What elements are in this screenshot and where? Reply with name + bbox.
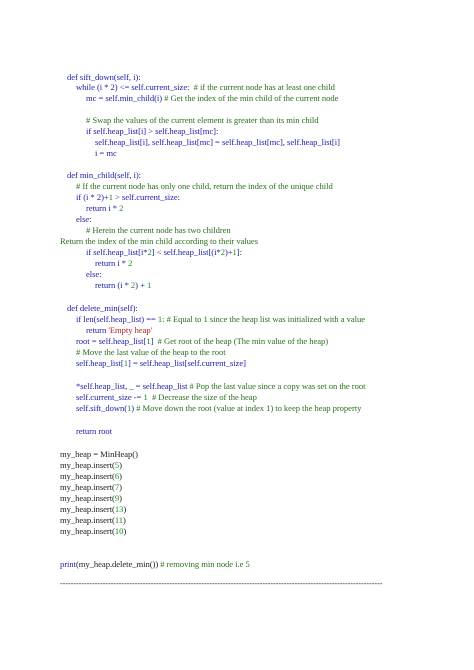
code-token: self.current_size -= (76, 392, 144, 402)
code-line (86, 225, 231, 235)
code-token: 2 (119, 203, 124, 213)
code-line (60, 236, 258, 246)
code-line (86, 126, 218, 136)
code-token: my_heap.insert( (60, 460, 115, 470)
code-token: self.heap_list[ (76, 358, 124, 368)
code-line (95, 137, 340, 147)
code-line (95, 280, 151, 290)
code-token: # Swap the values of the current element is greater than its min child (86, 115, 319, 125)
code-line (76, 403, 361, 413)
code-token: my_heap.insert( (60, 471, 115, 481)
code-token: 1 (108, 192, 113, 202)
code-token: my_heap.insert( (60, 482, 115, 492)
code-token: 1 (146, 280, 152, 290)
code-token: 1 (127, 403, 132, 413)
code-token: 2 (220, 247, 225, 257)
code-token: 9 (114, 493, 120, 503)
code-token: 2 (128, 258, 133, 268)
code-token: my_heap.insert( (60, 526, 115, 536)
code-token: ) (123, 504, 127, 514)
code-token: 10 (114, 526, 124, 536)
code-token: 1 (143, 392, 148, 402)
code-token: (my_heap.delete_min()) (75, 559, 159, 569)
code-token: def sift_down(self, i): (67, 72, 141, 82)
code-token: def min_child(self, i): (67, 170, 142, 180)
code-token: ) (119, 460, 122, 470)
code-token: 2 (147, 247, 152, 257)
code-token: # Get the index of the min child of the current node (162, 93, 339, 103)
code-token: return (i * (95, 280, 131, 290)
code-line (86, 269, 102, 279)
code-token: ] = self.heap_list[self.current_size] (127, 358, 246, 368)
code-line (60, 482, 122, 492)
code-token: ) (119, 471, 122, 481)
code-line (67, 170, 141, 180)
code-token: while (i * 2) <= self.current_size: (76, 82, 190, 92)
code-line (76, 192, 180, 202)
code-line (67, 303, 138, 313)
code-token: ] (150, 336, 154, 346)
code-line (60, 449, 138, 459)
code-token: ) (119, 482, 122, 492)
code-token: if self.heap_list[i] > self.heap_list[mc]: (86, 126, 219, 136)
code-token: )+ (224, 247, 233, 257)
code-line (76, 358, 246, 368)
code-token: 1 (157, 314, 163, 324)
code-token: my_heap.insert( (60, 515, 115, 525)
code-line (95, 258, 132, 268)
code-token: mc = self.min_child(i) (86, 93, 163, 103)
code-token: self.heap_list[i], self.heap_list[mc] = self.heap_list[mc], self.heap_list[i] (95, 137, 340, 147)
code-token: # Move down the root (value at index 1) to keep the heap property (134, 403, 362, 413)
code-line (76, 214, 92, 224)
code-token: # if the current node has at least one child (189, 82, 335, 92)
code-line (60, 515, 126, 525)
code-line (86, 93, 338, 103)
code-line (86, 247, 242, 257)
code-token: return (86, 325, 109, 335)
code-token: 6 (114, 471, 120, 481)
code-token: 1 (232, 247, 237, 257)
code-line (76, 426, 112, 436)
code-line (60, 504, 126, 514)
code-token: : # Equal to 1 since the heap list was initialized with a value (162, 314, 365, 324)
code-token: if (i * 2)+ (76, 192, 109, 202)
code-line (76, 392, 257, 402)
code-token: return i * (95, 258, 129, 268)
code-line (60, 559, 250, 569)
code-token: ] < self.heap_list[(i* (151, 247, 221, 257)
code-token: 13 (114, 504, 124, 514)
code-line (60, 526, 126, 536)
code-token: root = self.heap_list[ (76, 336, 147, 346)
code-line (86, 325, 152, 335)
code-token: ) (131, 403, 135, 413)
code-token: my_heap.insert( (60, 493, 115, 503)
code-token: 'Empty heap' (108, 325, 153, 335)
code-line (76, 314, 365, 324)
code-token: > self.current_size: (112, 192, 180, 202)
code-token: my_heap = MinHeap() (60, 449, 138, 459)
code-token: 5 (114, 460, 120, 470)
code-token: else: (86, 269, 102, 279)
code-token: Return the index of the min child according to their values (60, 236, 258, 246)
code-line (60, 460, 122, 470)
code-token: return root (76, 426, 112, 436)
code-line (86, 203, 123, 213)
code-line (76, 347, 226, 357)
code-token: ) (123, 526, 127, 536)
code-token: i = mc (95, 148, 117, 158)
code-token: # removing min node i.e 5 (158, 559, 250, 569)
code-line (86, 115, 319, 125)
code-line (67, 72, 141, 82)
code-token: my_heap.insert( (60, 504, 115, 514)
code-token: # Get root of the heap (The min value of the heap) (153, 336, 329, 346)
code-line (76, 181, 333, 191)
code-token: ]: (236, 247, 242, 257)
code-token: else: (76, 214, 92, 224)
code-token: 11 (114, 515, 124, 525)
code-token: # Move the last value of the heap to the root (76, 347, 226, 357)
code-token: self.sift_down( (76, 403, 128, 413)
code-token: ) (119, 493, 122, 503)
code-token: # Pop the last value since a copy was set on the root (187, 381, 366, 391)
code-token: return i * (86, 203, 120, 213)
code-token: # Decrease the size of the heap (147, 392, 257, 402)
code-token: 2 (130, 280, 136, 290)
code-line (60, 471, 122, 481)
code-token: 7 (114, 482, 120, 492)
code-token: 1 (123, 358, 128, 368)
code-token: ) + (135, 280, 147, 290)
code-token: 1 (146, 336, 151, 346)
code-token: # Herein the current node has two children (86, 225, 231, 235)
code-token: *self.heap_list, _ = self.heap_list (76, 381, 188, 391)
separator-line: ------------------------------------------------------------------------------------------------------------------------- (60, 580, 383, 588)
code-token: if self.heap_list[i* (86, 247, 148, 257)
code-token: print (60, 559, 76, 569)
code-token: def delete_min(self): (67, 303, 138, 313)
code-line (76, 82, 335, 92)
code-line (76, 336, 328, 346)
code-line (95, 148, 117, 158)
code-line (60, 493, 122, 503)
code-token: # If the current node has only one child, return the index of the unique child (76, 181, 333, 191)
code-token: ) (123, 515, 126, 525)
code-line (76, 381, 365, 391)
code-token: if len(self.heap_list) == (76, 314, 158, 324)
